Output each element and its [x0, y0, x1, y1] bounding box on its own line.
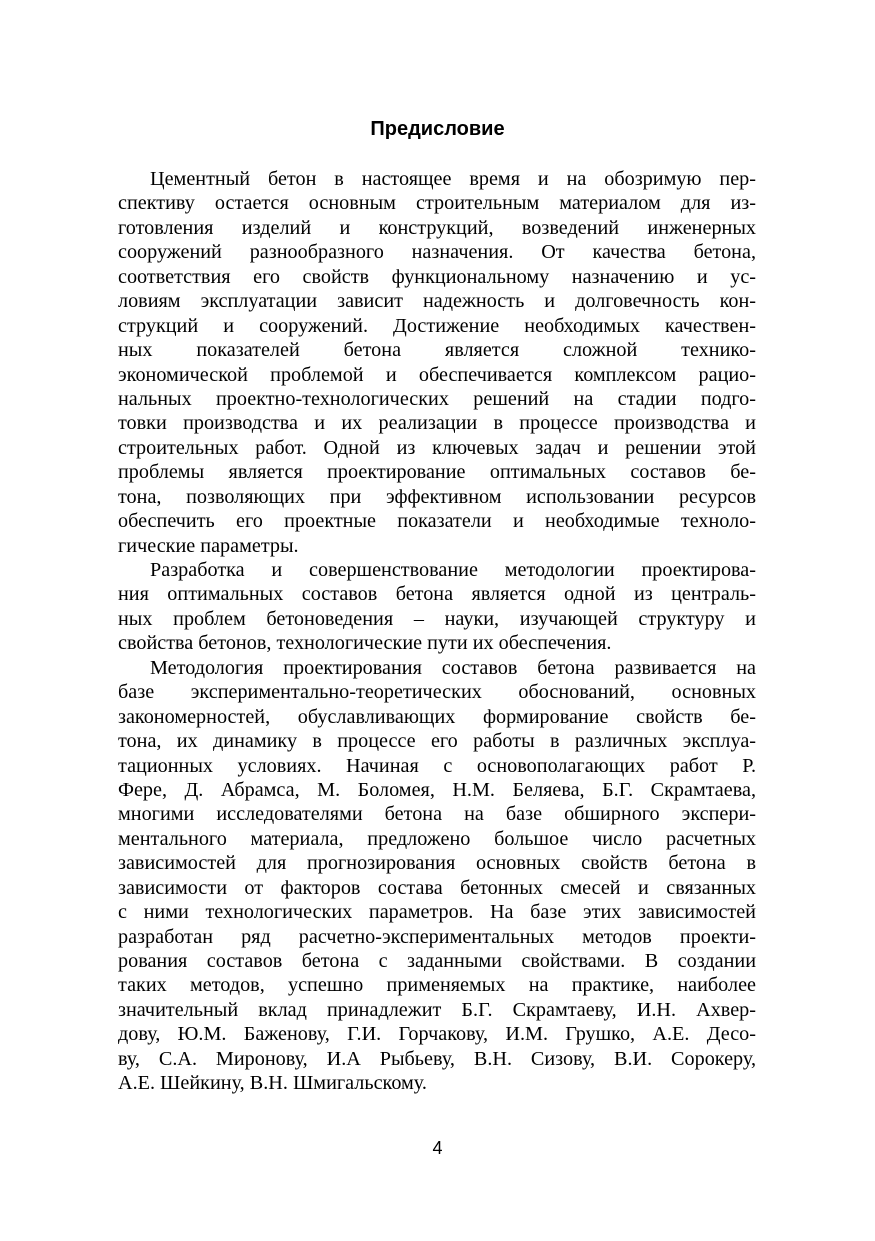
- text-line: ву, С.А. Миронову, И.А Рыбьеву, В.Н. Сизову, В.И. Сорокеру,: [118, 1047, 756, 1070]
- text-line: таких методов, успешно применяемых на практике, наиболее: [118, 974, 756, 997]
- text-line: проблемы является проектирование оптимальных составов бе-: [118, 461, 756, 484]
- text-line: многими исследователями бетона на базе обширного экспери-: [118, 803, 756, 826]
- paragraph: [118, 656, 756, 1096]
- text-line: ментального материала, предложено большое число расчетных: [118, 827, 756, 850]
- text-line: тона, их динамику в процессе его работы в различных эксплуа-: [118, 730, 756, 753]
- text-line: разработан ряд расчетно-экспериментальных методов проекти-: [118, 925, 756, 948]
- page-number: 4: [432, 1138, 443, 1158]
- text-line: строительных работ. Одной из ключевых задач и решении этой: [118, 436, 756, 459]
- text-line: нальных проектно-технологических решений на стадии подго-: [118, 387, 756, 410]
- text-line: значительный вклад принадлежит Б.Г. Скрамтаеву, И.Н. Ахвер-: [118, 998, 756, 1021]
- text-line: зависимостей для прогнозирования основных свойств бетона в: [118, 852, 756, 875]
- text-line: обеспечить его проектные показатели и необходимые техноло-: [118, 510, 756, 533]
- text-line: Цементный бетон в настоящее время и на обозримую пер-: [150, 168, 756, 190]
- body-text: [118, 167, 756, 1096]
- text-line: рования составов бетона с заданными свойствами. В создании: [118, 950, 756, 972]
- text-line: спективу остается основным строительным материалом для из-: [118, 192, 756, 215]
- text-line: гические параметры.: [118, 534, 299, 557]
- text-line: с ними технологических параметров. На базе этих зависимостей: [118, 901, 756, 924]
- text-line: свойства бетонов, технологические пути их обеспечения.: [118, 632, 612, 655]
- text-line: базе экспериментально-теоретических обоснований, основных: [118, 681, 756, 704]
- text-line: Фере, Д. Абрамса, М. Боломея, Н.М. Беляева, Б.Г. Скрамтаева,: [118, 778, 756, 801]
- text-line: соответствия его свойств функциональному назначению и ус-: [118, 265, 756, 288]
- text-line: Методология проектирования составов бетона развивается на: [150, 656, 756, 679]
- text-line: зависимости от факторов состава бетонных смесей и связанных: [118, 876, 756, 899]
- text-line: А.Е. Шейкину, В.Н. Шмигальскому.: [118, 1072, 427, 1095]
- text-line: готовления изделий и конструкций, возведений инженерных: [118, 216, 756, 239]
- text-line: товки производства и их реализации в процессе производства и: [118, 412, 756, 435]
- text-line: дову, Ю.М. Баженову, Г.И. Горчакову, И.М. Грушко, А.Е. Десо-: [118, 1023, 756, 1046]
- page-title: Предисловие: [370, 118, 505, 140]
- text-line: ных показателей бетона является сложной технико-: [118, 339, 756, 362]
- text-line: ния оптимальных составов бетона является одной из централь-: [118, 583, 756, 606]
- text-line: сооружений разнообразного назначения. От качества бетона,: [118, 241, 756, 264]
- text-line: ных проблем бетоноведения – науки, изучающей структуру и: [118, 607, 756, 630]
- text-line: струкций и сооружений. Достижение необходимых качествен-: [118, 314, 756, 337]
- text-line: Разработка и совершенствование методологии проектирова-: [150, 559, 756, 581]
- text-line: экономической проблемой и обеспечивается комплексом рацио-: [118, 363, 756, 386]
- paragraph: [118, 558, 756, 656]
- text-line: ловиям эксплуатации зависит надежность и долговечность кон-: [118, 290, 756, 313]
- text-line: тона, позволяющих при эффективном использовании ресурсов: [118, 485, 756, 508]
- paragraph: [118, 167, 756, 558]
- text-line: тационных условиях. Начиная с основополагающих работ Р.: [118, 754, 756, 777]
- text-line: закономерностей, обуславливающих формирование свойств бе-: [118, 705, 756, 728]
